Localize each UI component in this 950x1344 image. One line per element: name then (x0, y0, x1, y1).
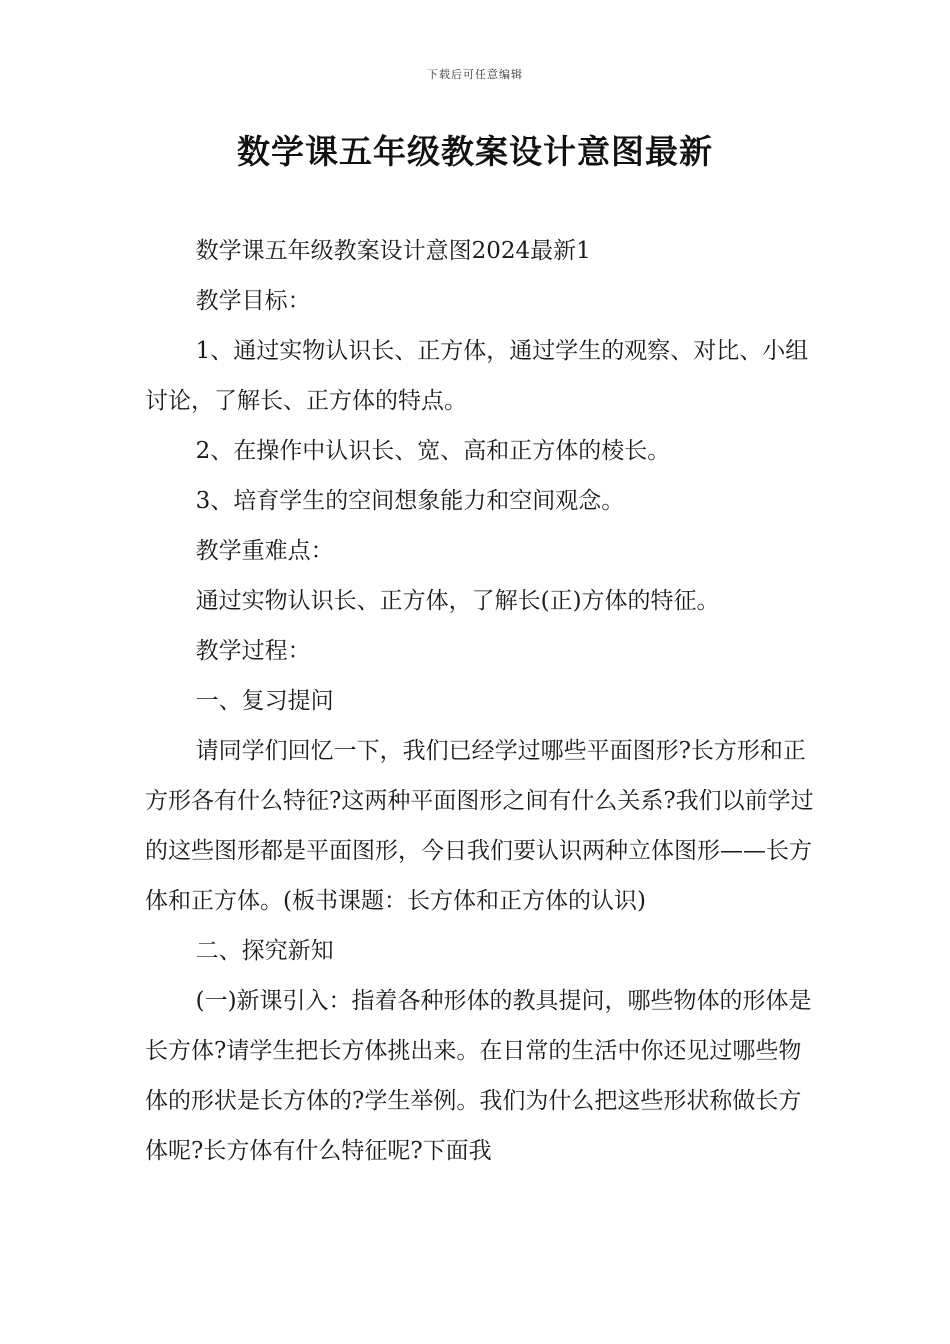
paragraph-objective-2: 2、在操作中认识长、宽、高和正方体的棱长。 (195, 438, 671, 464)
document-title: 数学课五年级教案设计意图最新 (237, 132, 713, 171)
document-body (145, 226, 815, 1176)
paragraph-review-content: 请同学们回忆一下，我们已经学过哪些平面图形?长方形和正方形各有什么特征?这两种平面图形之间有什么关系?我们以前学过的这些图形都是平面图形，今日我们要认识两种立体图形——长方体和正方体。(板书课题：长方体和正方体的认识) (145, 738, 814, 914)
paragraph-key-points-heading: 教学重难点： (195, 538, 334, 564)
paragraph-subtitle: 数学课五年级教案设计意图2024最新1 (195, 238, 591, 264)
paragraph-section-explore: 二、探究新知 (195, 938, 334, 964)
paragraph-explore-content: (一)新课引入：指着各种形体的教具提问，哪些物体的形体是长方体?请学生把长方体挑出来。在日常的生活中你还见过哪些物体的形状是长方体的?学生举例。我们为什么把这些形状称做长方体呢?长方体有什么特征呢?下面我 (145, 988, 812, 1164)
paragraph-section-review: 一、复习提问 (195, 688, 334, 714)
paragraph-key-points: 通过实物认识长、正方体，了解长(正)方体的特征。 (195, 588, 720, 614)
paragraph-objective-1: 1、通过实物认识长、正方体，通过学生的观察、对比、小组讨论，了解长、正方体的特点。 (145, 338, 809, 414)
paragraph-objectives-heading: 教学目标： (195, 288, 311, 314)
paragraph-objective-3: 3、培育学生的空间想象能力和空间观念。 (195, 488, 625, 514)
paragraph-process-heading: 教学过程： (195, 638, 311, 664)
header-note: 下载后可任意编辑 (427, 68, 523, 81)
